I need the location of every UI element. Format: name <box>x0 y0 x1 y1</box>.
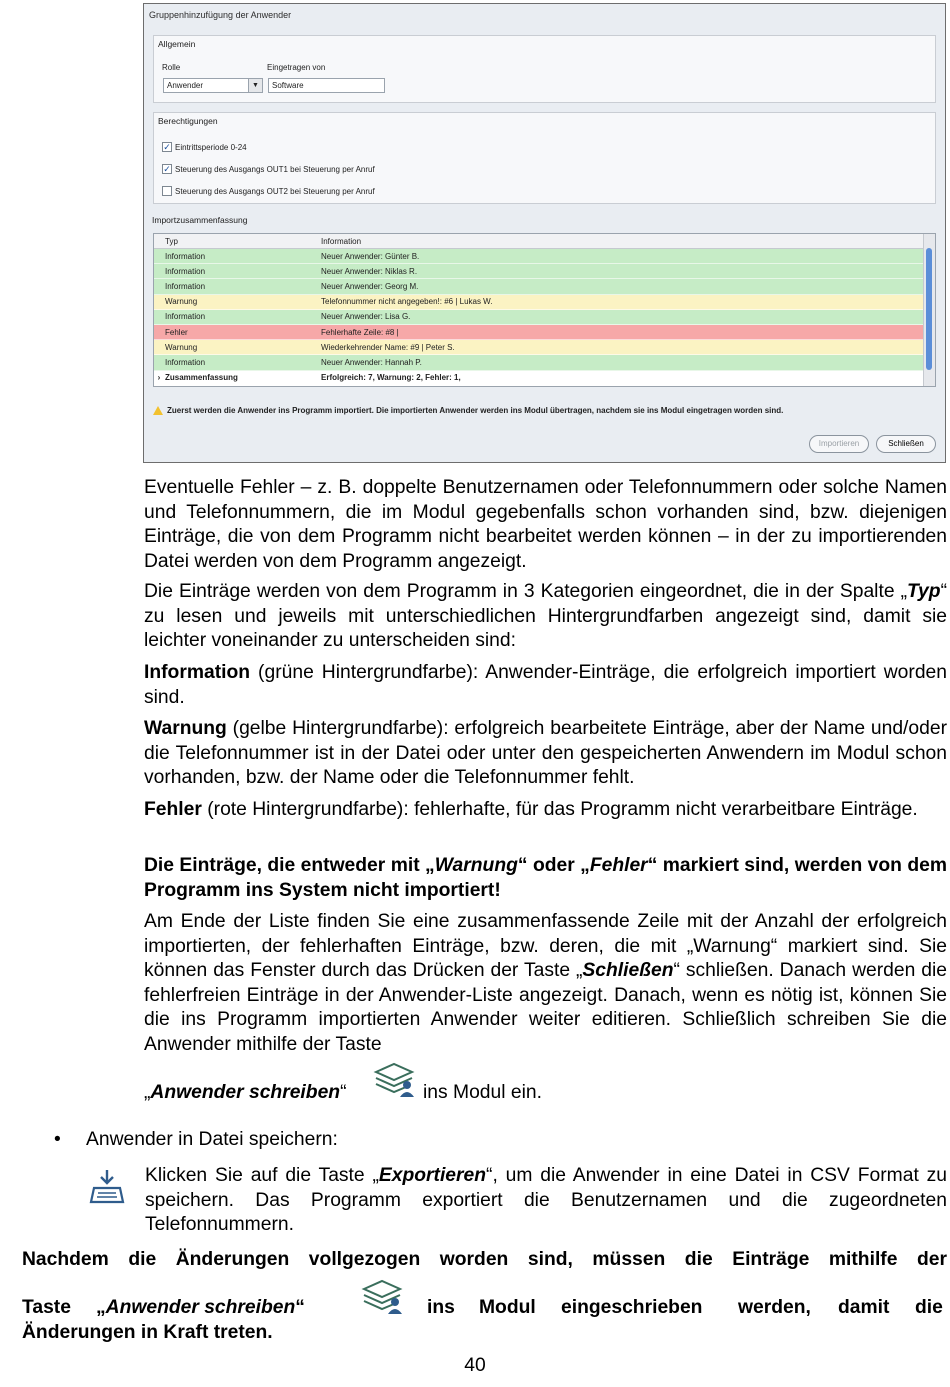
term-warnung: Warnung <box>434 855 518 876</box>
row-info: Telefonnummer nicht angegeben!: #6 | Lukas W. <box>321 297 493 307</box>
paragraph-final-1: Nachdem die Änderungen vollgezogen worden sind, müssen die Einträge mithilfe der <box>22 1249 947 1270</box>
table-scrollbar[interactable] <box>923 234 935 386</box>
row-info: Wiederkehrender Name: #9 | Peter S. <box>321 342 455 352</box>
summary-info: Erfolgreich: 7, Warnung: 2, Fehler: 1, <box>321 373 461 383</box>
paragraph-warning <box>144 717 947 791</box>
row-type: Information <box>165 312 206 322</box>
users-write-icon <box>372 1060 416 1098</box>
bullet-item <box>54 1128 338 1152</box>
table-row[interactable] <box>154 340 935 355</box>
text-run: “ <box>340 1082 347 1103</box>
entered-by-label: Eingetragen von <box>267 63 326 72</box>
row-info: Neuer Anwender: Lisa G. <box>321 312 411 322</box>
row-type: Information <box>165 251 206 261</box>
row-info: Neuer Anwender: Niklas R. <box>321 266 418 276</box>
term-fehler: Fehler <box>144 799 202 820</box>
row-info: Neuer Anwender: Georg M. <box>321 281 419 291</box>
bullet-dot: • <box>54 1129 61 1150</box>
permission-item[interactable] <box>162 186 375 196</box>
text-run: (rote Hintergrundfarbe): fehlerhafte, für das Programm nicht verarbeitbare Einträge. <box>201 799 918 820</box>
permissions-header: Berechtigungen <box>158 116 218 126</box>
close-button[interactable]: Schließen <box>876 435 936 453</box>
permission-label: Steuerung des Ausgangs OUT2 bei Steuerung per Anruf <box>175 186 375 196</box>
scrollbar-thumb[interactable] <box>926 248 932 370</box>
term-warnung: Warnung <box>144 718 227 739</box>
permission-item[interactable] <box>162 142 247 152</box>
permission-label: Steuerung des Ausgangs OUT1 bei Steuerung per Anruf <box>175 164 375 174</box>
final-line: Änderungen in Kraft treten. <box>22 1322 273 1343</box>
paragraph-summary <box>144 910 947 1057</box>
term-typ: Typ <box>907 581 941 602</box>
column-header-info[interactable]: Information <box>321 236 362 246</box>
export-icon <box>88 1168 126 1206</box>
page-number: 40 <box>464 1355 486 1376</box>
row-type: Warnung <box>165 297 198 307</box>
paragraph-information <box>144 661 947 710</box>
row-info: Fehlerhafte Zeile: #8 | <box>321 327 399 337</box>
text-run: Klicken Sie auf die Taste „ <box>145 1165 379 1186</box>
warning-icon <box>153 406 163 415</box>
term-fehler: Fehler <box>589 855 648 876</box>
import-dialog-screenshot <box>143 3 946 463</box>
paragraph-not-imported <box>144 854 947 903</box>
checkbox-checked[interactable]: ✓ <box>163 164 171 174</box>
table-row[interactable] <box>154 295 935 310</box>
text-run: “ zu lesen und jeweils mit unterschiedlichen Hintergrundfarben angezeigt sind, damit sie leichter voneinander zu unterscheiden sind: <box>144 581 947 651</box>
text-run: “, um die Anwender in eine Datei in CSV Format zu speichern. Das Programm exportiert die Benutzernamen und die zugeordneten Telefonnummern. <box>145 1165 948 1235</box>
warning-text: Zuerst werden die Anwender ins Programm importiert. Die importierten Anwender werden ins Modul übertragen, nachdem sie ins Modul eingetragen worden sind. <box>167 406 784 415</box>
paragraph-error <box>144 798 947 823</box>
paragraph-errors: Eventuelle Fehler – z. B. doppelte Benutzernamen oder Telefonnummern oder solche Namen und Telefonnummern, die im Modul gegebenfalls schon vorhanden sind, bzw. diejenigen Einträge, die von dem Programm nicht bearbeitet werden können – in der zu importierenden Datei werden von dem Programm angezeigt. <box>144 477 947 572</box>
import-summary-header: Importzusammenfassung <box>152 215 248 225</box>
term-schliessen: Schließen <box>582 960 674 981</box>
text-run: Die Einträge werden von dem Programm in 3 Kategorien eingeordnet, die in der Spalte „ <box>144 581 907 602</box>
permissions-panel <box>153 112 936 204</box>
row-info: Neuer Anwender: Günter B. <box>321 251 420 261</box>
write-users-line <box>144 1081 347 1105</box>
checkbox-unchecked[interactable] <box>162 186 172 196</box>
permission-label: Eintrittsperiode 0-24 <box>175 142 247 152</box>
final-word: die <box>915 1297 943 1318</box>
dialog-title: Gruppenhinzufügung der Anwender <box>149 10 292 20</box>
final-word: Taste <box>22 1297 71 1318</box>
row-type: Fehler <box>165 327 188 337</box>
column-header-type[interactable]: Typ <box>165 236 178 246</box>
final-word: damit <box>838 1297 890 1318</box>
chevron-right-icon[interactable]: › <box>157 373 161 383</box>
table-row[interactable] <box>154 279 935 294</box>
final-write-users-term <box>96 1296 305 1320</box>
row-type: Information <box>165 266 206 276</box>
paragraph-categories <box>144 580 947 654</box>
role-value: Anwender <box>167 81 204 90</box>
entered-by-input[interactable]: Software <box>268 78 385 93</box>
term-exportieren: Exportieren <box>378 1165 487 1186</box>
text-run: “ <box>295 1297 305 1318</box>
table-row[interactable] <box>154 310 935 325</box>
bullet-text: Anwender in Datei speichern: <box>86 1129 338 1150</box>
term-anwender-schreiben: Anwender schreiben <box>105 1297 296 1318</box>
write-users-line-end: ins Modul ein. <box>423 1082 542 1103</box>
final-word: Modul <box>479 1297 536 1318</box>
role-select[interactable] <box>163 78 263 93</box>
summary-type: Zusammenfassung <box>165 373 238 383</box>
text-run: (gelbe Hintergrundfarbe): erfolgreich bearbeitete Einträge, aber der Name und/oder die Telefonnummer ist in der Datei oder unter den gespeicherten Anwendern im Modul schon vorhanden, bzw. der Name oder die Telefonnummer fehlt. <box>144 718 947 788</box>
table-header <box>154 234 935 249</box>
permission-item[interactable] <box>162 164 375 174</box>
term-anwender-schreiben: Anwender schreiben <box>150 1082 341 1103</box>
table-row[interactable] <box>154 249 935 264</box>
table-row[interactable] <box>154 325 935 340</box>
row-type: Information <box>165 281 206 291</box>
text-run: „ <box>144 1082 151 1103</box>
final-word: eingeschrieben <box>561 1297 703 1318</box>
text-run: „ <box>96 1297 106 1318</box>
checkbox-checked[interactable]: ✓ <box>163 142 171 152</box>
table-row[interactable] <box>154 355 935 370</box>
term-information: Information <box>144 662 251 683</box>
paragraph-export <box>145 1164 947 1238</box>
warning-message <box>153 406 783 415</box>
general-header: Allgemein <box>158 39 196 49</box>
role-label: Rolle <box>162 63 181 72</box>
text-run: “ markiert sind, werden von dem Programm ins System nicht importiert! <box>144 855 947 901</box>
text-run: Die Einträge, die entweder mit „ <box>144 855 435 876</box>
text-run: Am Ende der Liste finden Sie eine zusammenfassende Zeile mit der Anzahl der erfolgreich importierten, der fehlerhaften Einträge, bzw. deren, die mit „Warnung“ markiert sind. Sie können das Fenster durch das Drücken der Taste „ <box>144 911 947 981</box>
final-word: werden, <box>738 1297 811 1318</box>
final-word: ins <box>427 1297 455 1318</box>
import-summary-table <box>153 233 936 387</box>
text-run: “ oder „ <box>517 855 590 876</box>
users-write-icon <box>360 1277 404 1315</box>
row-info: Neuer Anwender: Hannah P. <box>321 357 422 367</box>
summary-row[interactable] <box>154 371 935 386</box>
text-run: “ schließen. Danach werden die fehlerfreien Einträge in der Anwender-Liste angezeigt. Danach, wenn es nötig ist, können Sie die ins Programm importierten Anwender weiter editieren. Schließlich schreiben Sie die Anwender mithilfe der Taste <box>144 960 947 1055</box>
table-row[interactable] <box>154 264 935 279</box>
chevron-down-icon[interactable]: ▼ <box>248 79 262 92</box>
text-run: (grüne Hintergrundfarbe): Anwender-Einträge, die erfolgreich importiert worden sind. <box>144 662 947 708</box>
import-button[interactable]: Importieren <box>809 435 869 453</box>
row-type: Warnung <box>165 342 198 352</box>
general-panel <box>153 35 936 103</box>
row-type: Information <box>165 357 206 367</box>
